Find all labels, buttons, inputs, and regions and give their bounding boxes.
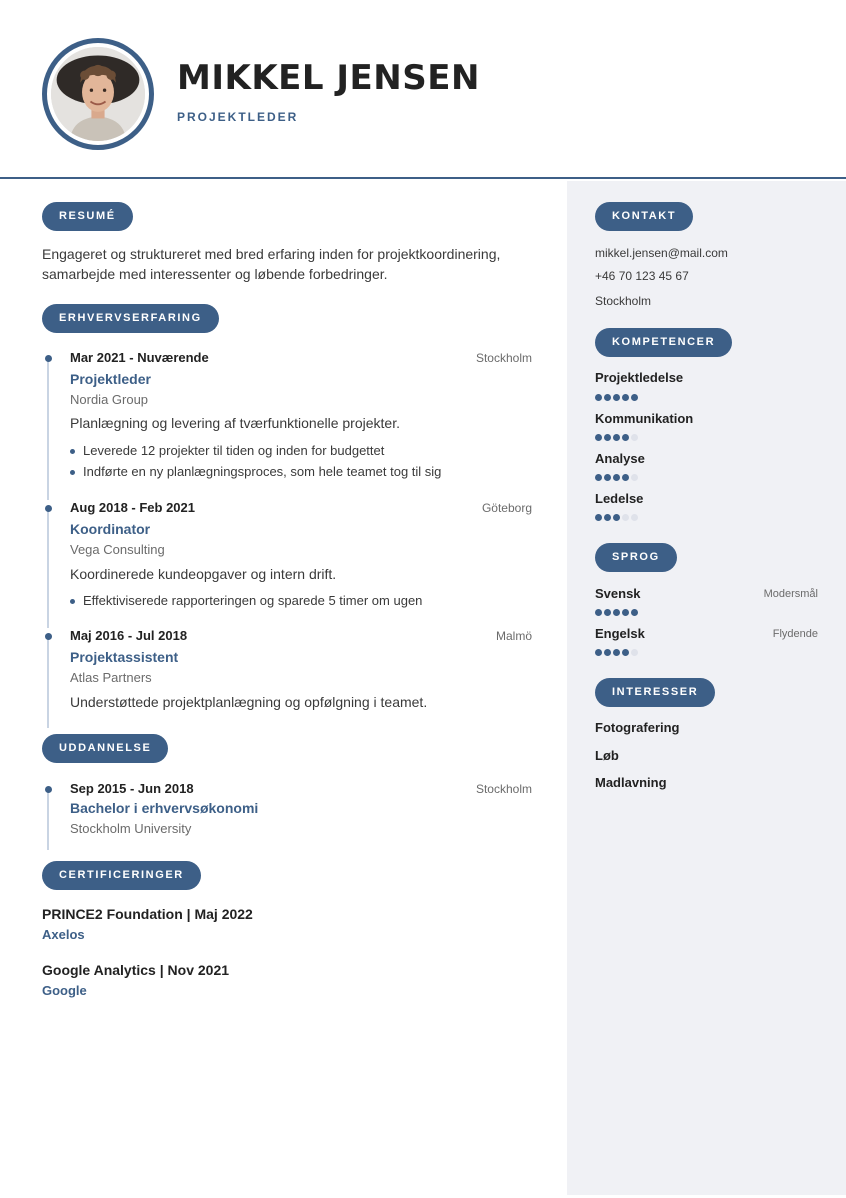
rating-dot-filled — [613, 434, 620, 441]
certification-issuer: Google — [42, 983, 87, 998]
section-interests-heading: INTERESSER — [595, 678, 715, 707]
job-title: PROJEKTLEDER — [177, 110, 299, 124]
certification-title: Google Analytics | Nov 2021 — [42, 962, 230, 978]
section-experience-heading: ERHVERVSERFARING — [42, 304, 219, 333]
education-degree: Bachelor i erhvervsøkonomi — [70, 800, 259, 816]
job-role: Projektleder — [70, 371, 151, 387]
rating-dot-filled — [613, 649, 620, 656]
profile-photo — [51, 47, 145, 141]
interest-item: Løb — [595, 748, 619, 763]
rating-dot-filled — [604, 514, 611, 521]
education-period: Sep 2015 - Jun 2018 — [70, 781, 194, 796]
rating-dot-filled — [622, 474, 629, 481]
rating-dot-filled — [631, 609, 638, 616]
language-rating — [595, 609, 638, 616]
timeline-dot — [45, 355, 52, 362]
job-company: Atlas Partners — [70, 670, 152, 685]
section-contact-heading: KONTAKT — [595, 202, 693, 231]
job-bullet: Leverede 12 projekter til tiden og inden for budgettet — [70, 443, 384, 458]
job-period: Maj 2016 - Jul 2018 — [70, 628, 188, 643]
summary-line: samarbejde med interessenter og løbende forbedringer. — [42, 266, 388, 282]
job-description: Koordinerede kundeopgaver og intern drift. — [70, 566, 337, 582]
job-location: Göteborg — [481, 501, 532, 515]
rating-dot-filled — [604, 474, 611, 481]
job-period: Aug 2018 - Feb 2021 — [70, 500, 195, 515]
section-education-heading: UDDANNELSE — [42, 734, 168, 763]
job-company: Nordia Group — [70, 392, 149, 407]
rating-dot-empty — [631, 514, 638, 521]
resume-header — [0, 0, 846, 179]
avatar — [42, 38, 154, 150]
rating-dot-filled — [631, 394, 638, 401]
rating-dot-filled — [604, 609, 611, 616]
section-languages-heading: SPROG — [595, 543, 677, 572]
skill-rating — [595, 394, 638, 401]
section-skills-heading: KOMPETENCER — [595, 328, 732, 357]
timeline-line — [47, 358, 49, 500]
job-period: Mar 2021 - Nuværende — [70, 350, 209, 365]
language-name: Engelsk — [595, 626, 645, 641]
rating-dot-empty — [631, 474, 638, 481]
education-school: Stockholm University — [70, 821, 192, 836]
job-description: Understøttede projektplanlægning og opfølgning i teamet. — [70, 694, 428, 710]
rating-dot-empty — [631, 649, 638, 656]
interest-item: Madlavning — [595, 775, 667, 790]
skill-name: Kommunikation — [595, 411, 694, 426]
section-certifications-heading: CERTIFICERINGER — [42, 861, 201, 890]
skill-rating — [595, 514, 638, 521]
rating-dot-filled — [622, 394, 629, 401]
full-name: MIKKEL JENSEN — [177, 58, 480, 98]
rating-dot-empty — [622, 514, 629, 521]
rating-dot-filled — [613, 394, 620, 401]
person-portrait-icon — [51, 47, 145, 141]
language-name: Svensk — [595, 586, 641, 601]
timeline-line — [47, 790, 49, 850]
rating-dot-filled — [613, 474, 620, 481]
skill-name: Analyse — [595, 451, 645, 466]
rating-dot-filled — [604, 394, 611, 401]
language-rating — [595, 649, 638, 656]
certification-title: PRINCE2 Foundation | Maj 2022 — [42, 906, 253, 922]
job-role: Koordinator — [70, 521, 151, 537]
job-company: Vega Consulting — [70, 542, 165, 557]
timeline-dot — [45, 633, 52, 640]
skill-rating — [595, 474, 638, 481]
rating-dot-filled — [613, 514, 620, 521]
rating-dot-filled — [622, 649, 629, 656]
timeline-dot — [45, 786, 52, 793]
rating-dot-empty — [631, 434, 638, 441]
rating-dot-filled — [595, 434, 602, 441]
summary-line: Engageret og struktureret med bred erfaring inden for projektkoordinering, — [42, 246, 501, 262]
timeline-line — [47, 508, 49, 628]
contact-phone: +46 70 123 45 67 — [595, 269, 689, 283]
rating-dot-filled — [613, 609, 620, 616]
contact-email: mikkel.jensen@mail.com — [595, 246, 728, 260]
rating-dot-filled — [604, 649, 611, 656]
skill-name: Projektledelse — [595, 370, 684, 385]
rating-dot-filled — [595, 609, 602, 616]
job-bullet: Indførte en ny planlægningsproces, som hele teamet tog til sig — [70, 464, 441, 479]
job-location: Malmö — [495, 629, 532, 643]
timeline-dot — [45, 505, 52, 512]
language-proficiency: Flydende — [772, 628, 818, 640]
contact-city: Stockholm — [595, 294, 652, 308]
interest-item: Fotografering — [595, 720, 680, 735]
rating-dot-filled — [604, 434, 611, 441]
section-summary-heading: RESUMÉ — [42, 202, 133, 231]
summary-text — [42, 244, 542, 284]
job-description: Planlægning og levering af tværfunktionelle projekter. — [70, 415, 400, 431]
rating-dot-filled — [595, 514, 602, 521]
skill-name: Ledelse — [595, 491, 644, 506]
certification-issuer: Axelos — [42, 927, 85, 942]
rating-dot-filled — [622, 609, 629, 616]
rating-dot-filled — [622, 434, 629, 441]
rating-dot-filled — [595, 394, 602, 401]
language-proficiency: Modersmål — [763, 588, 818, 600]
timeline-line — [47, 636, 49, 728]
skill-rating — [595, 434, 638, 441]
rating-dot-filled — [595, 649, 602, 656]
job-location: Stockholm — [475, 351, 532, 365]
rating-dot-filled — [595, 474, 602, 481]
job-role: Projektassistent — [70, 649, 179, 665]
job-bullet: Effektiviserede rapporteringen og sparede 5 timer om ugen — [70, 593, 422, 608]
education-location: Stockholm — [475, 782, 532, 796]
